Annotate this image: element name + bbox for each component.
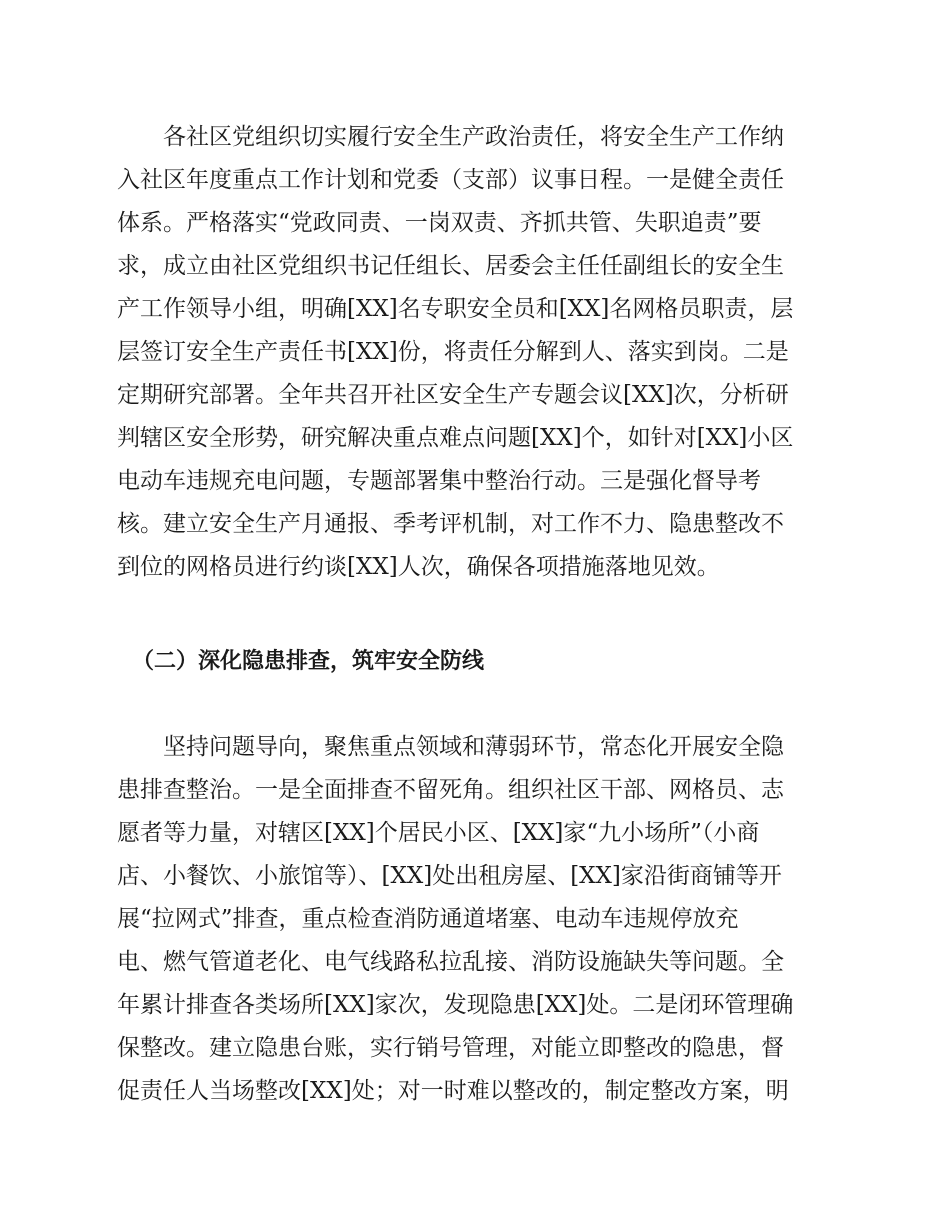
paragraph-line: 电、燃气管道老化、电气线路私拉乱接、消防设施缺失等问题。全: [117, 949, 784, 975]
paragraph-line: 患排查整治。一是全面排查不留死角。组织社区干部、网格员、志: [117, 777, 784, 803]
paragraph-line: 到位的网格员进行约谈[XX]人次，确保各项措施落地见效。: [117, 554, 720, 580]
paragraph-line: 核。建立安全生产月通报、季考评机制，对工作不力、隐患整改不: [117, 511, 784, 537]
paragraph-line: 保整改。建立隐患台账，实行销号管理，对能立即整改的隐患，督: [117, 1035, 784, 1061]
paragraph-line: 电动车违规充电问题，专题部署集中整治行动。三是强化督导考: [117, 468, 761, 494]
paragraph-hazard-inspection: [117, 726, 837, 1113]
paragraph-line: 求，成立由社区党组织书记任组长、居委会主任任副组长的安全生: [117, 253, 784, 279]
paragraph-line: 展“拉网式”排查，重点检查消防通道堵塞、电动车违规停放充: [117, 906, 739, 932]
paragraph-line: 年累计排查各类场所[XX]家次，发现隐患[XX]处。二是闭环管理确: [117, 992, 794, 1018]
section-heading: （二）深化隐患排查，筑牢安全防线: [132, 649, 485, 674]
paragraph-line: 店、小餐饮、小旅馆等）、[XX]处出租房屋、[XX]家沿街商铺等开: [117, 863, 782, 889]
paragraph-line: 促责任人当场整改[XX]处；对一时难以整改的，制定整改方案，明: [117, 1078, 789, 1104]
paragraph-line: 入社区年度重点工作计划和党委（支部）议事日程。一是健全责任: [117, 167, 784, 193]
paragraph-line: 层签订安全生产责任书[XX]份，将责任分解到人、落实到岗。二是: [117, 339, 789, 365]
paragraph-line: 判辖区安全形势，研究解决重点难点问题[XX]个，如针对[XX]小区: [117, 425, 794, 451]
paragraph-line: 各社区党组织切实履行安全生产政治责任，将安全生产工作纳: [117, 124, 784, 150]
paragraph-line: 坚持问题导向，聚焦重点领域和薄弱环节，常态化开展安全隐: [117, 734, 784, 760]
paragraph-line: 产工作领导小组，明确[XX]名专职安全员和[XX]名网格员职责，层: [117, 296, 794, 322]
paragraph-responsibility: [117, 116, 837, 589]
paragraph-line: 定期研究部署。全年共召开社区安全生产专题会议[XX]次，分析研: [117, 382, 789, 408]
paragraph-line: 愿者等力量，对辖区[XX]个居民小区、[XX]家“九小场所”（小商: [117, 820, 760, 846]
paragraph-line: 体系。严格落实“党政同责、一岗双责、齐抓共管、失职追责”要: [117, 210, 762, 236]
